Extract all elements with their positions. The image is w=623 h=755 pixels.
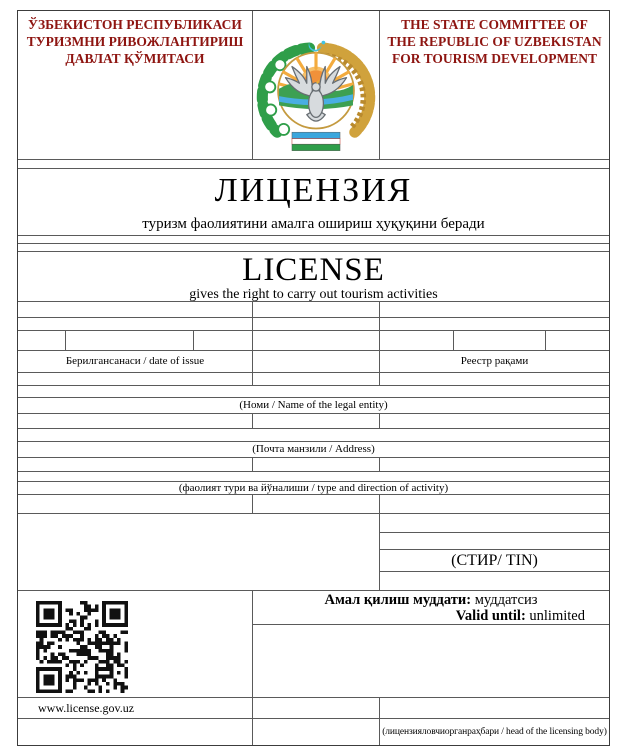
empty-row (18, 457, 609, 471)
date-registry-label-row (18, 350, 609, 372)
tin-value-cell (380, 514, 609, 532)
committee-title-en-line2: THE REPUBLIC OF UZBEKISTAN (387, 34, 602, 49)
empty-cell (252, 495, 379, 513)
empty-cell (379, 373, 609, 385)
registry-number-label: Реестр рақами (379, 351, 609, 372)
activity-label: (фаолият тури ва йўналиши / type and direction of activity) (178, 482, 449, 494)
empty-cell (18, 160, 609, 168)
empty-cell (193, 331, 252, 350)
empty-cell (379, 318, 609, 330)
empty-cell (253, 624, 609, 697)
activity-value-row (18, 471, 609, 481)
empty-cell (18, 495, 252, 513)
empty-row (18, 317, 609, 330)
committee-title-en-line3: FOR TOURISM DEVELOPMENT (391, 51, 598, 66)
empty-cell (545, 331, 609, 350)
legal-entity-value-row (18, 385, 609, 397)
empty-cell (18, 302, 252, 317)
header-row (18, 11, 609, 159)
empty-cell (379, 414, 609, 428)
qr-code-icon (36, 601, 128, 693)
empty-row (18, 372, 609, 385)
empty-cell (18, 414, 252, 428)
date-registry-value-row (18, 330, 609, 350)
uzbekistan-state-emblem-icon (255, 37, 377, 159)
license-subtitle-uz: туризм фаолиятини амалга ошириш ҳуқуқини беради (142, 216, 485, 232)
validity-column (252, 591, 609, 697)
empty-cell (252, 458, 379, 471)
qr-cell (18, 591, 252, 697)
validity-block (253, 591, 609, 624)
qr-validity-section (18, 590, 609, 697)
license-document (17, 10, 610, 746)
address-label-row (18, 441, 609, 457)
committee-title-en (379, 11, 609, 159)
empty-cell (18, 373, 252, 385)
empty-cell (252, 331, 379, 350)
empty-cell (18, 331, 65, 350)
registry-number-value-cell (453, 331, 545, 350)
signature-row (18, 718, 609, 745)
empty-row (18, 159, 609, 168)
activity-label-row (18, 481, 609, 494)
license-title-uz: ЛИЦЕНЗИЯ (214, 172, 413, 209)
empty-cell (18, 386, 609, 397)
license-title-uz-block (18, 168, 609, 235)
website-row (18, 697, 609, 718)
address-value-row (18, 428, 609, 441)
empty-row (18, 494, 609, 513)
license-title-en: LICENSE (242, 252, 385, 288)
empty-cell (379, 495, 609, 513)
empty-cell (18, 514, 379, 590)
tin-label: (СТИР/ TIN) (380, 549, 609, 571)
empty-cell (252, 351, 379, 372)
empty-cell (252, 373, 379, 385)
empty-cell (380, 532, 609, 549)
committee-title-en-line1: THE STATE COMMITTEE OF (401, 17, 588, 32)
empty-cell (18, 472, 609, 481)
empty-cell (252, 719, 379, 745)
empty-row (18, 413, 609, 428)
empty-row (18, 301, 609, 317)
date-of-issue-label: Берилгансанаси / date of issue (65, 355, 205, 367)
validity-value-en: unlimited (529, 608, 585, 624)
address-label: (Почта манзили / Address) (252, 443, 375, 455)
committee-title-uz-line2: ТУРИЗМНИ РИВОЖЛАНТИРИШ (26, 34, 244, 49)
empty-cell (18, 429, 609, 441)
empty-cell (252, 318, 379, 330)
empty-cell (252, 414, 379, 428)
validity-line-uz (253, 592, 609, 608)
validity-line-en (253, 608, 609, 624)
empty-cell (18, 458, 252, 471)
validity-label-en: Valid until: (455, 608, 526, 624)
committee-title-uz (18, 11, 252, 159)
empty-cell (380, 571, 609, 590)
empty-cell (18, 236, 609, 243)
website-link: www.license.gov.uz (38, 701, 135, 715)
empty-cell (252, 302, 379, 317)
license-subtitle-en: gives the right to carry out tourism activities (189, 287, 438, 302)
signature-label: (лицензияловчиорганраҳбари / head of the licensing body) (379, 719, 609, 745)
empty-cell (379, 302, 609, 317)
empty-cell (18, 244, 609, 251)
committee-title-uz-line3: ДАВЛАТ ҚЎМИТАСИ (65, 51, 205, 66)
empty-cell (252, 698, 379, 718)
emblem-cell (252, 11, 379, 159)
flag-ribbon (292, 132, 340, 150)
validity-value-uz: муддатсиз (474, 592, 538, 608)
committee-title-uz-line1: ЎЗБЕКИСТОН РЕСПУБЛИКАСИ (28, 17, 242, 32)
legal-entity-label: (Номи / Name of the legal entity) (239, 399, 388, 411)
empty-cell (18, 318, 252, 330)
empty-cell (379, 458, 609, 471)
empty-cell (379, 331, 453, 350)
validity-label-uz: Амал қилиш муддати: (324, 592, 472, 608)
empty-cell (379, 698, 609, 718)
legal-entity-label-row (18, 397, 609, 413)
signature-value-cell (18, 719, 252, 745)
empty-row (18, 235, 609, 243)
date-of-issue-value-cell (65, 331, 193, 350)
empty-row (18, 243, 609, 251)
tin-column (379, 514, 609, 590)
license-title-en-block (18, 251, 609, 301)
tin-section (18, 513, 609, 590)
